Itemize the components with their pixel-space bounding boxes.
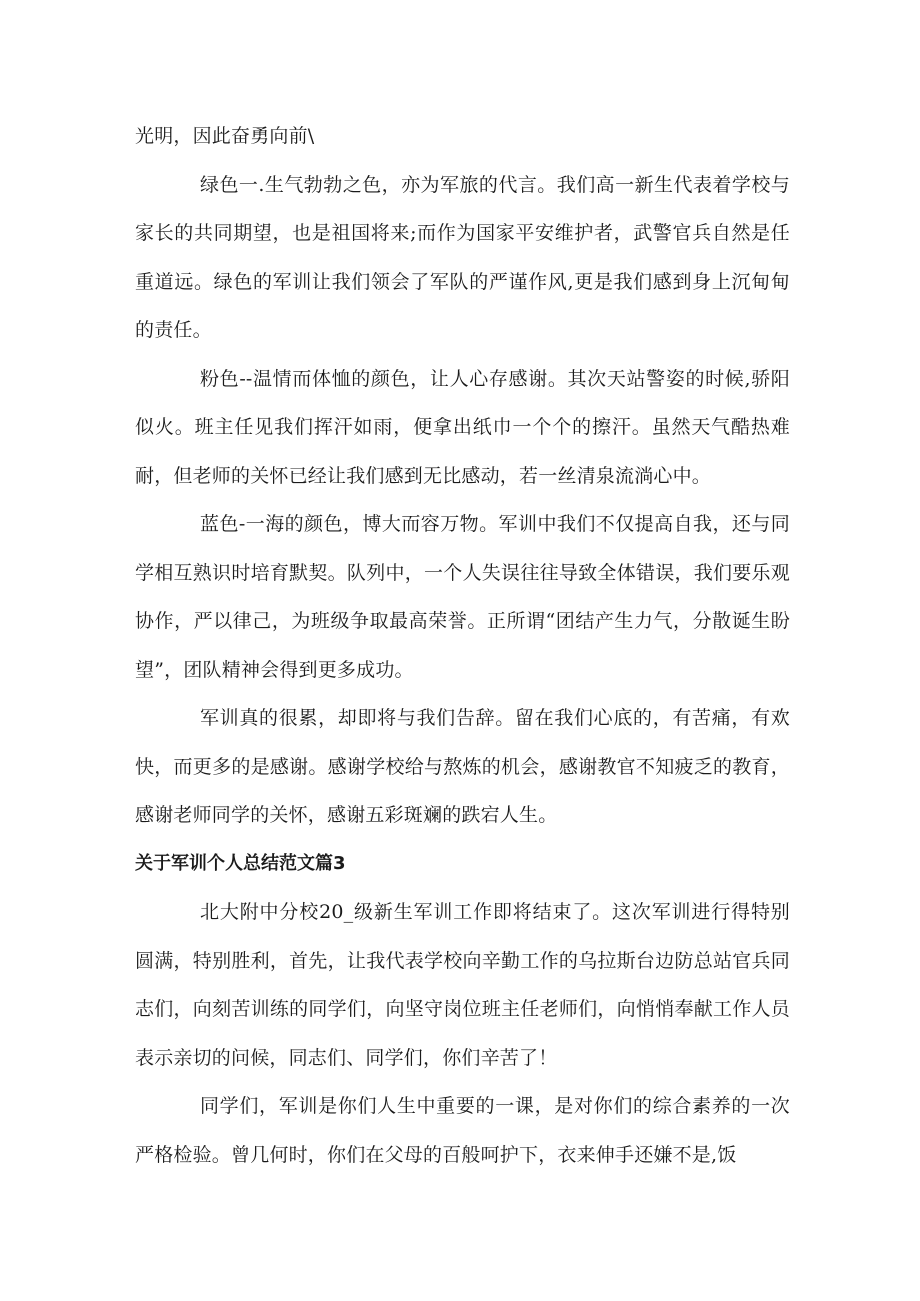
paragraph-speech-opening: 北大附中分校20_级新生军训工作即将结束了。这次军训进行得特别圆满，特别胜利，首先，让我代表学校向辛勤工作的乌拉斯台边防总站官兵同志们，向刻苦训练的同学们，向坚守岗位班主任老师们，向悄悄奉献工作人员表示亲切的问候，同志们、同学们，你们辛苦了！ bbox=[135, 901, 790, 1069]
paragraph-green: 绿色一.生气勃勃之色，亦为军旅的代言。我们高一新生代表着学校与家长的共同期望，也是祖国将来;而作为国家平安维护者，武警官兵自然是任重道远。绿色的军训让我们领会了军队的严谨作风,更是我们感到身上沉甸甸的责任。 bbox=[135, 173, 790, 341]
paragraph-pink: 粉色--温情而体恤的颜色，让人心存感谢。其次天站警姿的时候,骄阳似火。班主任见我们挥汗如雨，便拿出纸巾一个个的擦汗。虽然天气酷热难耐，但老师的关怀已经让我们感到无比感动，若一丝清泉流淌心中。 bbox=[135, 367, 790, 487]
paragraph-conclusion: 军训真的很累，却即将与我们告辞。留在我们心底的，有苦痛，有欢快，而更多的是感谢。感谢学校给与熬炼的机会，感谢教官不知疲乏的教育，感谢老师同学的关怀，感谢五彩斑斓的跌宕人生。 bbox=[135, 707, 790, 826]
section-title: 关于军训个人总结范文篇3 bbox=[135, 852, 346, 874]
paragraph-continuation: 光明，因此奋勇向前\ bbox=[135, 125, 315, 147]
document-page bbox=[135, 112, 790, 1179]
paragraph-blue: 蓝色-一海的颜色，博大而容万物。军训中我们不仅提高自我，还与同学相互熟识时培育默契。队列中，一个人失误往往导致全体错误，我们要乐观协作，严以律己，为班级争取最高荣誉。正所谓“团结产生力气，分散诞生盼望”，团队精神会得到更多成功。 bbox=[135, 513, 790, 681]
paragraph-speech-body: 同学们，军训是你们人生中重要的一课，是对你们的综合素养的一次严格检验。曾几何时，你们在父母的百般呵护下，衣来伸手还嫌不是,饭 bbox=[135, 1095, 790, 1166]
